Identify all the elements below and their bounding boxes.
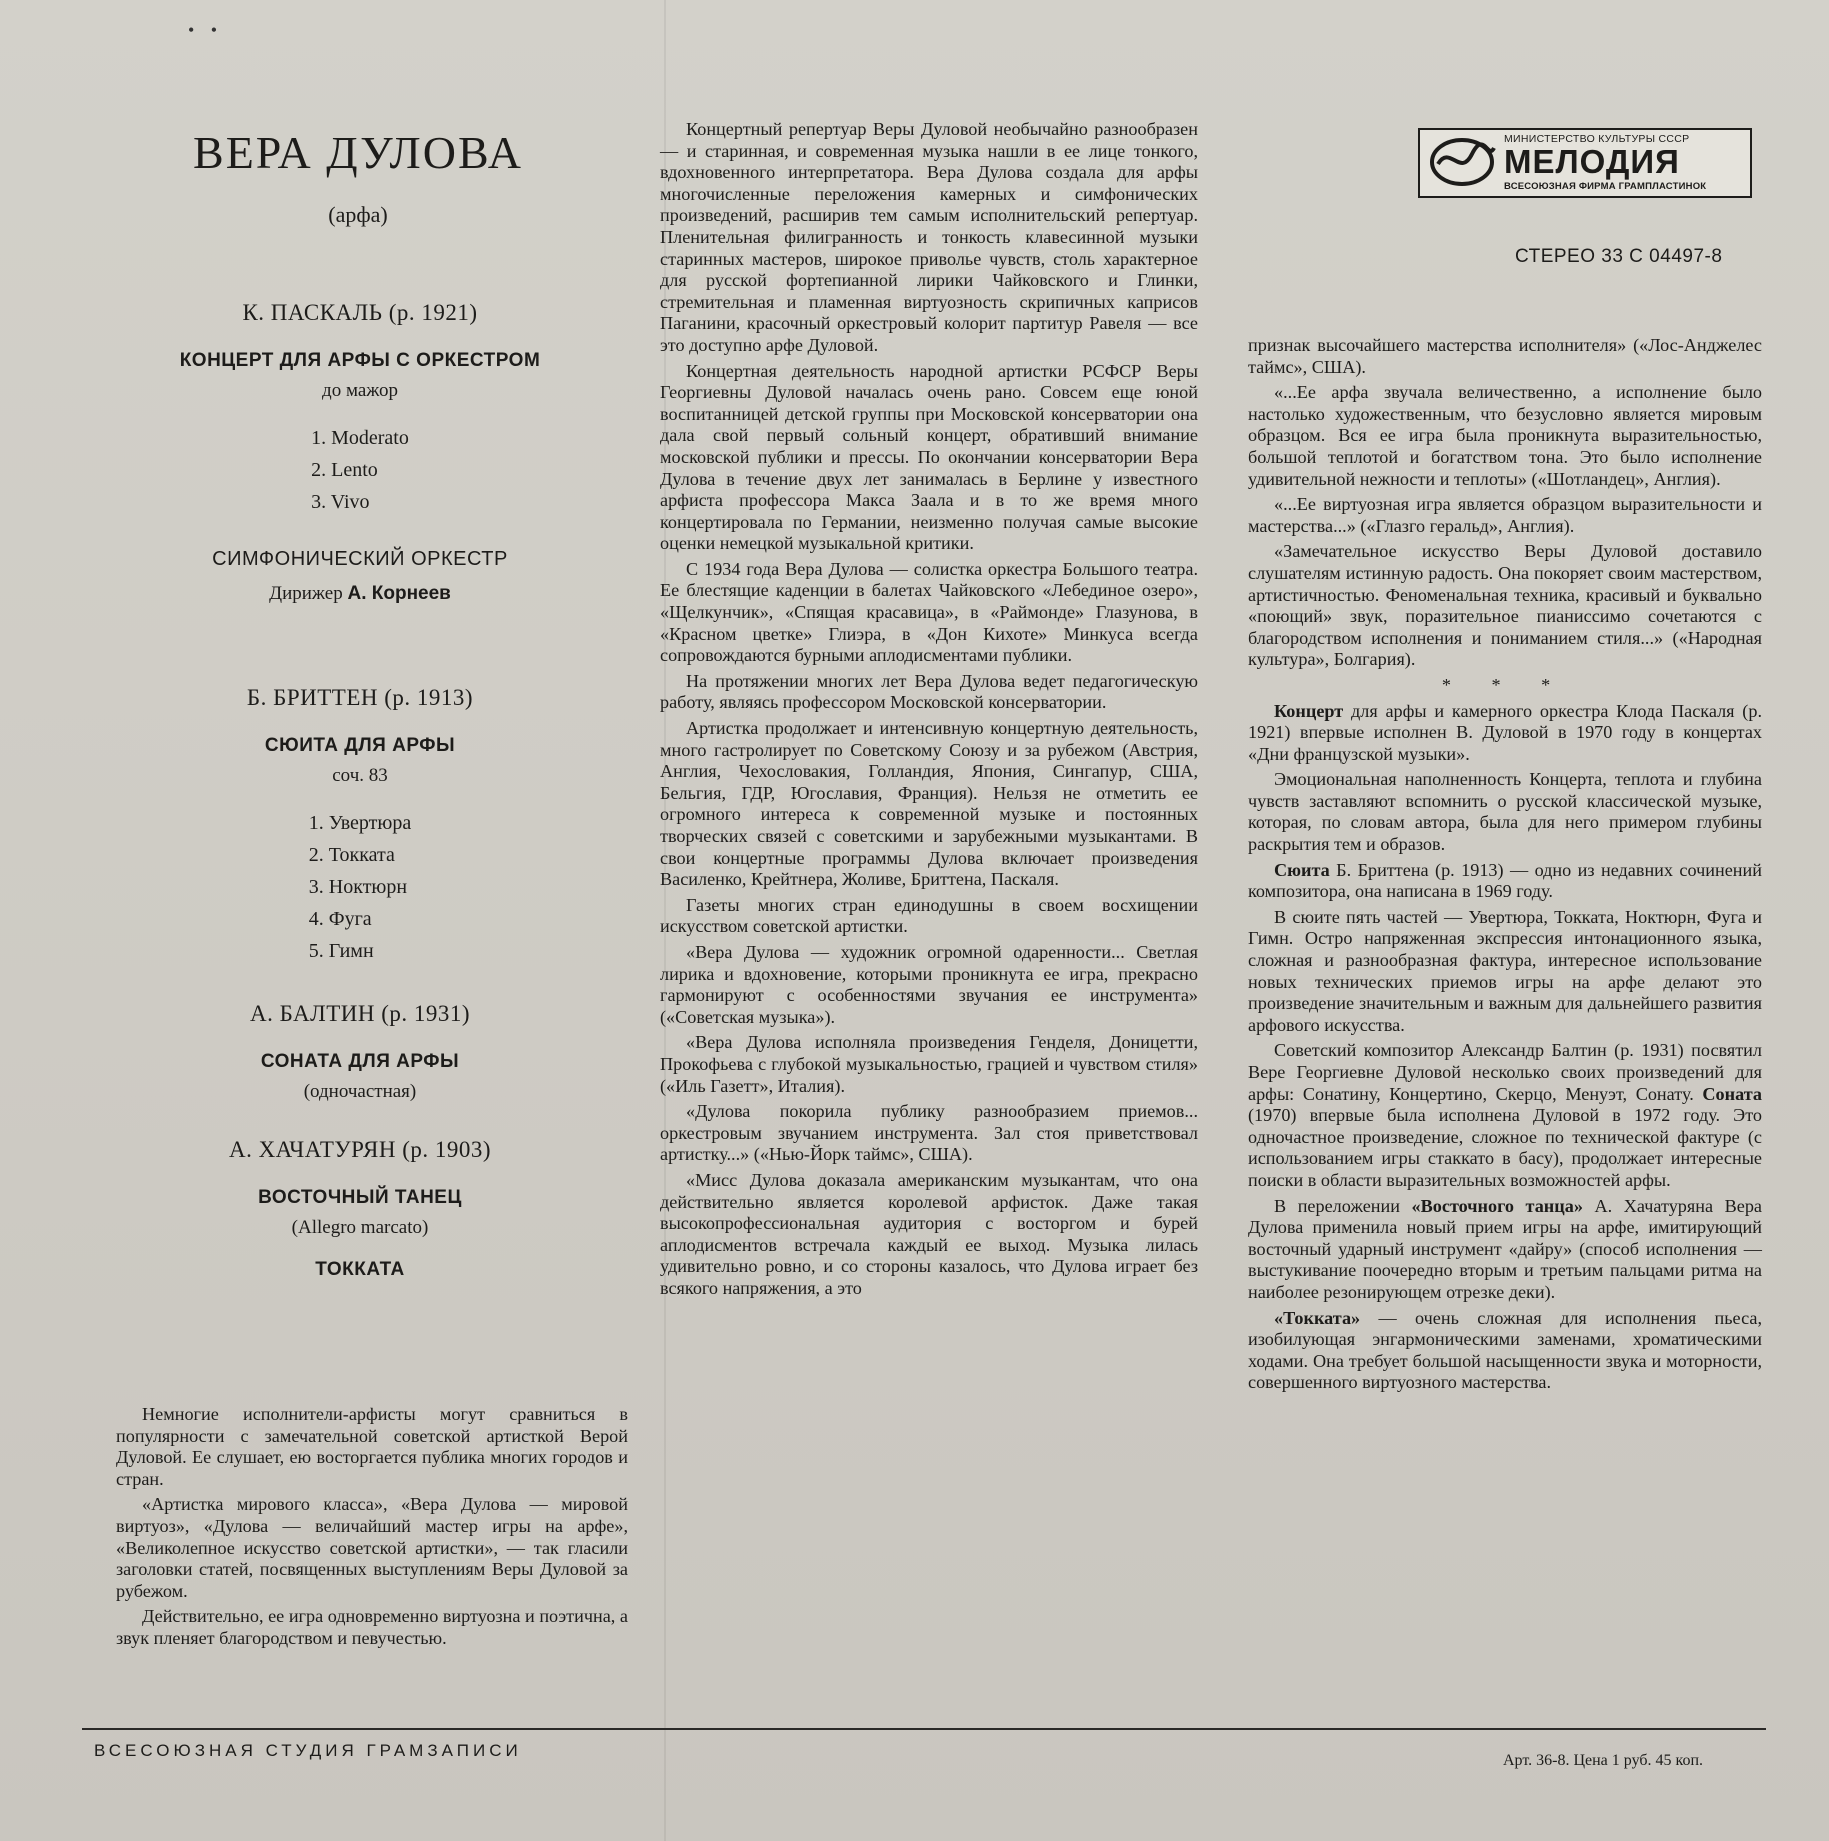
- paragraph-text: А. Хачатуряна Вера Дулова применила новый прием игры на арфе, имитирующий восточный ударный инструмент «дайру» (способ исполнения — выстукивание поочередно вторым и третьим пальцами ритма на наиболее резонирующем отрезке деки).: [1248, 1195, 1762, 1302]
- paragraph: «Артистка мирового класса», «Вера Дулова — мировой виртуоз», «Дулова — величайший мастер игры на арфе», «Великолепное искусство советской артистки», — так гласили заголовки статей, посвященных выступлениям Веры Дуловой за рубежом.: [116, 1494, 628, 1601]
- paragraph: Действительно, ее игра одновременно виртуозна и поэтична, а звук пленяет благородством и певучестью.: [116, 1606, 628, 1648]
- paragraph: Концертная деятельность народной артистки РСФСР Веры Георгиевны Дуловой началась очень рано. Совсем еще юной воспитанницей детской группы при Московской консерватории она дала свой первый сольный концерт, обративший внимание московской публики и прессы. По окончании консерватории Вера Дулова в течение двух лет занималась в Берлине у известного арфиста профессора Макса Заала и в то же время много концертировала по Германии, неизменно получая самые высокие оценки немецкой музыкальной критики.: [660, 360, 1198, 554]
- movement-item: 5. Гимн: [308, 940, 374, 962]
- work-note: (одночастная): [303, 1081, 417, 1102]
- logo-firm-text: ВСЕСОЮЗНАЯ ФИРМА ГРАМПЛАСТИНОК: [1504, 181, 1707, 192]
- movement-item: 1. Увертюра: [308, 812, 412, 834]
- logo-ministry-text: МИНИСТЕРСТВО КУЛЬТУРЫ СССР: [1504, 133, 1690, 145]
- paragraph: На протяжении многих лет Вера Дулова ведет педагогическую работу, являясь профессором Московской консерватории.: [660, 670, 1198, 713]
- corner-dots: • •: [188, 20, 224, 40]
- program-listing: [140, 300, 580, 1289]
- section-divider: * * *: [1441, 674, 1569, 695]
- paragraph-text: — очень сложная для исполнения пьеса, изобилующая энгармоническими заменами, хроматическими ходами. Она требует большой насыщенности звука и моторности, совершенного виртуозного мастерства.: [1248, 1307, 1762, 1393]
- paragraph: Немногие исполнители-арфисты могут сравниться в популярности с замечательной советской артисткой Верой Дуловой. Ее слушает, ею восторгается публика многих городов и стран.: [116, 1404, 628, 1489]
- bold-term: Соната: [1702, 1083, 1762, 1104]
- work-title: КОНЦЕРТ ДЛЯ АРФЫ С ОРКЕСТРОМ: [179, 350, 541, 371]
- movement-list: [311, 422, 409, 518]
- work-tempo: (Allegro marcato): [291, 1217, 429, 1238]
- composer-khachaturian: А. ХАЧАТУРЯН (р. 1903): [228, 1137, 492, 1162]
- paragraph: «Вера Дулова — художник огромной одаренности... Светлая лирика и вдохновение, которыми проникнута ее игра, прекрасно гармонируют с особенностями звучания ее инструмента» («Советская музыка»).: [660, 941, 1198, 1027]
- work-title: СОНАТА ДЛЯ АРФЫ: [260, 1051, 460, 1072]
- work-title: СЮИТА ДЛЯ АРФЫ: [264, 735, 456, 756]
- paragraph: «...Ее виртуозная игра является образцом выразительности и мастерства...» («Глазго геральд», Англия).: [1248, 494, 1762, 536]
- paragraph: [1248, 1308, 1762, 1394]
- text-column-middle: [660, 119, 1198, 1303]
- bold-term: «Токката»: [1274, 1307, 1361, 1328]
- paragraph-text: Советский композитор Александр Балтин (р. 1931) посвятил Вере Георгиевне Дуловой несколько своих произведений для арфы: Сонатину, Концертино, Скерцо, Менуэт, Сонату.: [1248, 1040, 1762, 1104]
- price-line: Арт. 36-8. Цена 1 руб. 45 коп.: [1503, 1752, 1704, 1769]
- paragraph: С 1934 года Вера Дулова — солистка оркестра Большого театра. Ее блестящие каденции в балетах Чайковского «Лебединое озеро», «Щелкунчик», «Спящая красавица», в «Раймонде» Глазунова, в «Красном цветке» Глиэра, в «Дон Кихоте» Минкуса всегда сопровождаются бурными аплодисментами публики.: [660, 558, 1198, 666]
- conductor-name: А. Корнеев: [347, 583, 451, 604]
- movement-item: 1. Moderato: [311, 427, 409, 449]
- paragraph: «Мисс Дулова доказала американским музыкантам, что она действительно является королевой арфисток. Даже такая высокопрофессиональная аудитория с восторгом и бурей аплодисментов встречала каждый ее выход. Музыка лилась удивительно ровно, и со стороны казалось, что Дулова играет без всякого напряжения, а это: [660, 1169, 1198, 1298]
- paragraph-text: (1970) впервые была исполнена Дуловой в 1972 году. Это одночастное произведение, сложное по технической фактуре (с использованием игры стаккато в басу), продолжает интересные поиски в области выразительных возможностей арфы.: [1248, 1105, 1762, 1190]
- paragraph-text: Б. Бриттена (р. 1913) — одно из недавних сочинений композитора, она написана в 1969 году.: [1248, 859, 1762, 902]
- paragraph: В сюите пять частей — Увертюра, Токката, Ноктюрн, Фуга и Гимн. Остро напряженная экспрессия интонационного языка, сложная и разнообразная фактура, интересное использование новых технических приемов игры на арфе делают это произведение значительным и важным для дальнейшего развития арфового искусства.: [1248, 906, 1762, 1035]
- movement-list: [309, 807, 411, 967]
- artist-instrument: (арфа): [328, 202, 388, 227]
- paragraph: Газеты многих стран единодушны в своем восхищении искусством советской артистки.: [660, 894, 1198, 937]
- bold-term: Сюита: [1274, 859, 1330, 880]
- paragraph-text: В переложении: [1274, 1195, 1412, 1216]
- catalog-number: СТЕРЕО 33 С 04497-8: [1515, 246, 1723, 267]
- paragraph: [1248, 860, 1762, 903]
- composer-baltin: А. БАЛТИН (р. 1931): [249, 1001, 471, 1026]
- logo-brand-text: МЕЛОДИЯ: [1504, 143, 1680, 180]
- footer-divider: [82, 1728, 1766, 1730]
- composer-pascal: К. ПАСКАЛЬ (р. 1921): [242, 300, 478, 325]
- paragraph: Эмоциональная наполненность Концерта, теплота и глубина чувств заставляют вспомнить о русской классической музыке, которая, по словам автора, была для него примером глубины раскрытия тем и образов.: [1248, 769, 1762, 855]
- paragraph: «Вера Дулова исполняла произведения Генделя, Доницетти, Прокофьева с глубокой музыкальностью, грацией и чувством стиля» («Иль Газетт», Италия).: [660, 1032, 1198, 1096]
- conductor-label: Дирижер: [269, 583, 343, 604]
- paragraph: «Дулова покорила публику разнообразием приемов... оркестровым звучанием инструмента. Зал стоя приветствовал артистку...» («Нью-Йорк таймс», США).: [660, 1101, 1198, 1165]
- movement-item: 4. Фуга: [308, 908, 372, 930]
- melodiya-logo: [1418, 128, 1752, 198]
- paragraph: Концертный репертуар Веры Дуловой необычайно разнообразен — и старинная, и современная музыка нашли в ее лице тонкого, вдохновенного интерпретатора. Вера Дулова создала для арфы многочисленные переложения камерных и симфонических произведений, расширив тем самым исполнительский репертуар. Пленительная филигранность и тонкость клавесинной музыки старинных мастеров, широкое приволье чувств, столь характерное для русской фортепианной лирики Чайковского и Глинки, стремительная и пламенная виртуозность скрипичных каприсов Паганини, красочный оркестровый колорит партитур Равеля — все это доступно арфе Дуловой.: [660, 119, 1198, 355]
- movement-item: 3. Ноктюрн: [308, 876, 408, 898]
- bold-term: «Восточного танца»: [1411, 1195, 1583, 1216]
- bold-term: Концерт: [1274, 700, 1344, 721]
- paragraph: [1248, 701, 1762, 766]
- paragraph: «Замечательное искусство Веры Дуловой доставило слушателям истинную радость. Она покоряет своим мастерством, артистичностью. Феноменальная техника, красивый и буквально «поющий» звук, поразительное пианиссимо сочетаются с благородством исполнения и пониманием стиля...» («Народная культура», Болгария).: [1248, 541, 1762, 670]
- movement-item: 2. Lento: [311, 459, 378, 481]
- paragraph: Артистка продолжает и интенсивную концертную деятельность, много гастролирует по Советскому Союзу и за рубежом (Австрия, Англия, Чехословакия, Голландия, Япония, Сингапур, США, Бельгия, ГДР, Югославия, Франция). Нельзя не отметить ее огромного интереса к современной музыке и постоянных творческих связей с советскими и зарубежными музыкантами. В свои концертные программы Дулова включает произведения Василенко, Крейтнера, Жоливе, Бриттена, Паскаля.: [660, 718, 1198, 890]
- work-key: до мажор: [322, 380, 398, 401]
- movement-item: 3. Vivo: [311, 491, 370, 513]
- paragraph: «...Ее арфа звучала величественно, а исполнение было настолько художественным, что безусловно является мировым образцом. Вся ее игра была проникнута выразительностью, большой теплотой и богатством тона. Это было исполнение удивительной нежности и теплоты» («Шотландец», Англия).: [1248, 382, 1762, 489]
- work-title: ВОСТОЧНЫЙ ТАНЕЦ: [258, 1187, 462, 1208]
- composer-britten: Б. БРИТТЕН (р. 1913): [246, 685, 474, 710]
- text-column-left: [116, 1404, 628, 1654]
- studio-name: ВСЕСОЮЗНАЯ СТУДИЯ ГРАМЗАПИСИ: [94, 1741, 522, 1760]
- work-title: ТОККАТА: [315, 1259, 405, 1280]
- conductor-line: [140, 583, 580, 605]
- paragraph: [1248, 1040, 1762, 1191]
- melodiya-emblem-icon: [1424, 134, 1500, 190]
- paragraph-text: для арфы и камерного оркестра Клода Паскаля (р. 1921) впервые исполнен В. Дуловой в 1970 году в концертах «Дни французской музыки».: [1248, 700, 1762, 764]
- paragraph: признак высочайшего мастерства исполнителя» («Лос-Анджелес таймс», США).: [1248, 335, 1762, 377]
- paragraph: [1248, 1196, 1762, 1304]
- artist-title: ВЕРА ДУЛОВА: [193, 127, 523, 178]
- text-column-right: [1248, 335, 1762, 1398]
- work-opus: соч. 83: [332, 765, 388, 786]
- orchestra-name: СИМФОНИЧЕСКИЙ ОРКЕСТР: [212, 548, 508, 570]
- movement-item: 2. Токката: [308, 844, 395, 866]
